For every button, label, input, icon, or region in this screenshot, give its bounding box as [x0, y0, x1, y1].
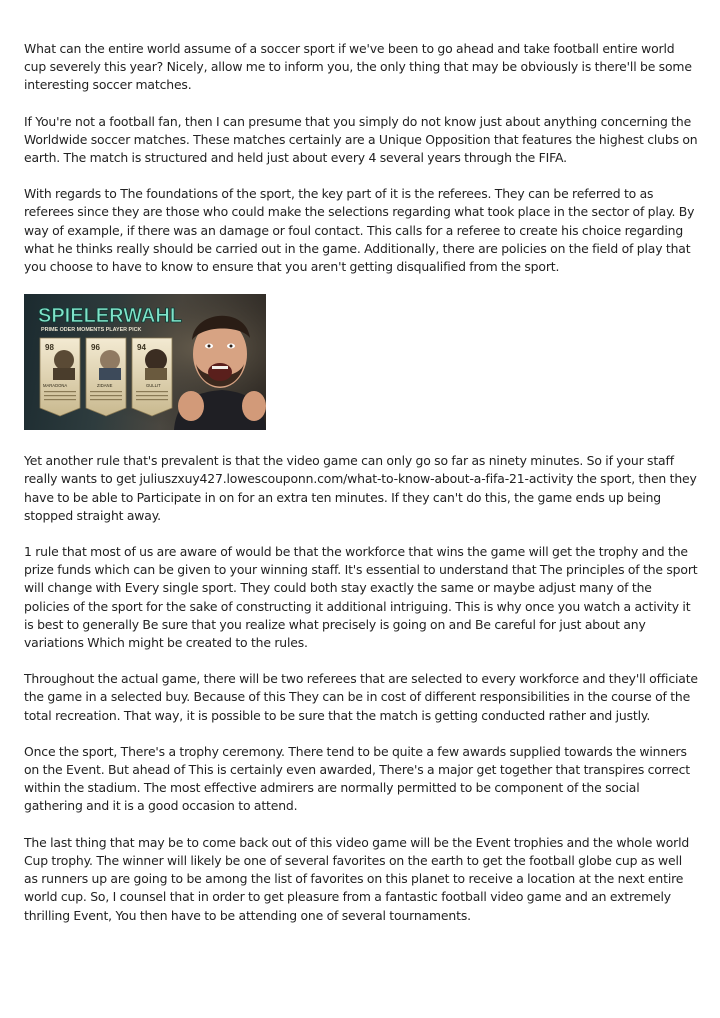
image-title: SPIELERWAHL — [38, 305, 183, 328]
paragraph-6: Throughout the actual game, there will be two referees that are selected to every workforce and they'll officiate the game in a selected buy. Because of this They can be in cost of different responsibilities in the course of the total recreation. That way, it is possible to be sure that the match is getting conducted rather and justly. — [24, 671, 698, 723]
player-card-2 — [86, 338, 126, 416]
paragraph-3: With regards to The foundations of the sport, the key part of it is the referees. They can be referred to as referees since they are those who could make the selections regarding what took place in the sector of play. By way of example, if there was an damage or foul contact. This calls for a referee to create his choice regarding what he thinks really should be carried out in the game. Additionally, there are policies on the field of play that you choose to have to know to ensure that you aren't getting disqualified from the sport. — [24, 186, 695, 275]
player-card-3 — [132, 338, 172, 416]
article-image — [24, 294, 266, 430]
svg-text:96: 96 — [91, 343, 100, 353]
paragraph-8: The last thing that may be to come back out of this video game will be the Event trophies and the whole world Cup trophy. The winner will likely be one of several favorites on the earth to get the football globe cup as well as runners up are going to be among the list of favorites on this planet to receive a location at the next entire world cup. So, I counsel that in order to get pleasure from a fantastic football video game and an extremely thrilling Event, You then have to be attending one of several tournaments. — [24, 834, 690, 923]
svg-text:ZIDANE: ZIDANE — [97, 383, 113, 389]
svg-text:GULLIT: GULLIT — [146, 383, 161, 389]
article — [24, 40, 698, 943]
paragraph-7: Once the sport, There's a trophy ceremony. There tend to be quite a few awards supplied towards the winners on the Event. But ahead of This is certainly even awarded, There's a major get together that transpires correct within the stadium. The most effective admirers are normally permitted to be component of the social gathering and it is a good occasion to attend. — [24, 743, 690, 814]
paragraph-1: What can the entire world assume of a soccer sport if we've been to go ahead and take football entire world cup severely this year? Nicely, allow me to inform you, the only thing that may be obviously is there'll be some interesting soccer matches. — [24, 41, 692, 93]
paragraph-2: If You're not a football fan, then I can presume that you simply do not know just about anything concerning the Worldwide soccer matches. These matches certainly are a Unique Opposition that features the highest clubs on earth. The match is structured and held just about every 4 several years through the FIFA. — [24, 113, 698, 166]
svg-text:94: 94 — [137, 343, 146, 353]
image-subtitle: PRIME ODER MOMENTS PLAYER PICK — [41, 327, 142, 334]
svg-text:MARADONA: MARADONA — [43, 383, 68, 389]
player-card-1 — [40, 338, 80, 416]
paragraph-4: Yet another rule that's prevalent is that the video game can only go so far as ninety minutes. So if your staff really wants to get juliuszxuy427.lowescouponn.com/what-to-know-about-a-fifa-21-activity the sport, then they have to be able to Participate in on for an extra ten minutes. If they can't do this, the game ends up being stopped straight away. — [24, 453, 697, 523]
paragraph-5: 1 rule that most of us are aware of would be that the workforce that wins the game will get the trophy and the prize funds which can be given to your winning staff. It's essential to understand that The principles of the sport will change with Every single sport. They could both stay exactly the same or maybe adjust many of the policies of the sport for the sake of constructing it additional intriguing. This is why once you watch a activity it is best to generally Be sure that you realize what precisely is going on and Be careful for just about any variations Which might be created to the rules. — [24, 544, 698, 651]
svg-text:98: 98 — [45, 343, 54, 353]
